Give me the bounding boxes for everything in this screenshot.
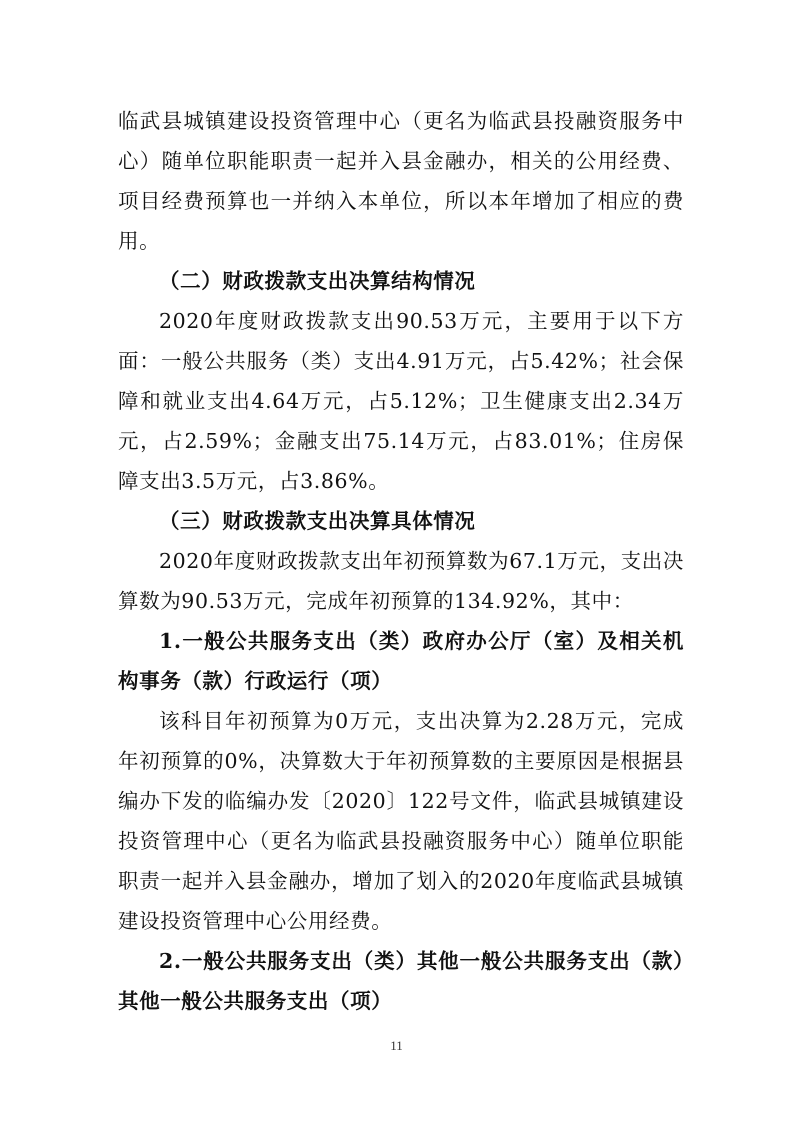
page-number: 11	[390, 1038, 403, 1053]
section-heading-financial-detail: （三）财政拨款支出决算具体情况	[159, 509, 476, 533]
section-heading-financial-structure: （二）财政拨款支出决算结构情况	[159, 269, 476, 293]
paragraph-expenditure-detail: 2020年度财政拨款支出年初预算数为67.1万元，支出决算数为90.53万元，完成年初预算的134.92%，其中：	[118, 549, 684, 613]
subheading-item-2: 2.一般公共服务支出（类）其他一般公共服务支出（款）其他一般公共服务支出（项）	[118, 949, 684, 1013]
subheading-item-1: 1.一般公共服务支出（类）政府办公厅（室）及相关机构事务（款）行政运行（项）	[118, 629, 684, 693]
paragraph-expenditure-structure: 2020年度财政拨款支出90.53万元，主要用于以下方面：一般公共服务（类）支出4.91万元，占5.42%；社会保障和就业支出4.64万元，占5.12%；卫生健康支出2.34万元，占2.59%；金融支出75.14万元，占83.01%；住房保障支出3.5万元，占3.86%。	[118, 309, 684, 493]
paragraph-item-1: 该科目年初预算为0万元，支出决算为2.28万元，完成年初预算的0%，决算数大于年初预算数的主要原因是根据县编办下发的临编办发〔2020〕122号文件，临武县城镇建设投资管理中心（更名为临武县投融资服务中心）随单位职能职责一起并入县金融办，增加了划入的2020年度临武县城镇建设投资管理中心公用经费。	[118, 709, 684, 933]
paragraph-continuation: 临武县城镇建设投资管理中心（更名为临武县投融资服务中心）随单位职能职责一起并入县金融办，相关的公用经费、项目经费预算也一并纳入本单位，所以本年增加了相应的费用。	[118, 109, 684, 253]
